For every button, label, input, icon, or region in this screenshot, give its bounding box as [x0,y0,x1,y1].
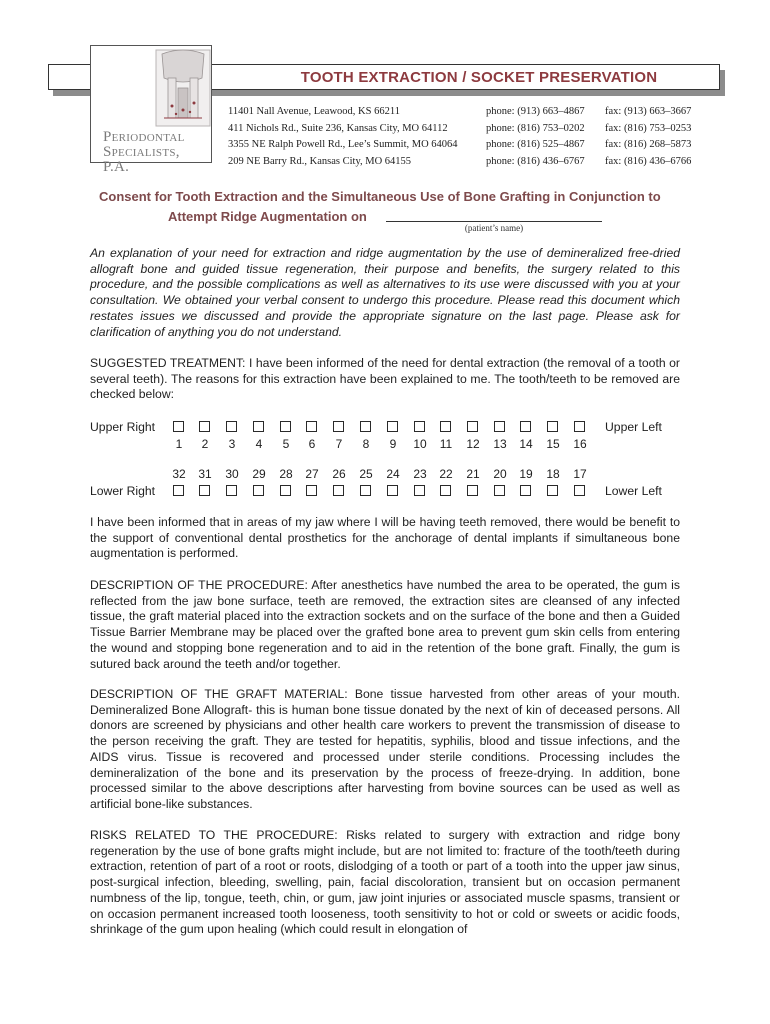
lower-tooth-number: 22 [439,467,453,481]
document-title: TOOTH EXTRACTION / SOCKET PRESERVATION [300,69,658,86]
upper-tooth-number: 7 [335,437,343,451]
lower-tooth-checkbox[interactable] [199,485,210,496]
office-faxes [605,104,691,170]
upper-tooth-checkbox[interactable] [173,421,184,432]
practice-logo [90,45,212,175]
lower-tooth-checkbox[interactable] [360,485,371,496]
upper-tooth-checkbox[interactable] [360,421,371,432]
lower-tooth-number: 29 [252,467,266,481]
lower-tooth-checkbox[interactable] [226,485,237,496]
lower-tooth-number: 30 [225,467,239,481]
intro-paragraph: An explanation of your need for extraction and ridge augmentation by the use of demineralized free-dried allograft bone and guided tissue regeneration, their purpose and benefits, the surgery related to this procedure, and the possible complications as well as alternatives to its use were discussed with you at your consultation. We obtained your verbal consent to undergo this procedure. Please read this document which restates issues we discussed and provide the appropriate signature on the last page. Please ask for clarification of anything you do not understand. [90,246,680,339]
lower-tooth-checkbox[interactable] [574,485,585,496]
procedure-description-paragraph: DESCRIPTION OF THE PROCEDURE: After anesthetics have numbed the area to be operated, the gum is reflected from the jaw bone surface, teeth are removed, the extraction sites are cleansed of any infected tissue, the graft material placed into the extraction sockets and on the surface of the bone and then a Guided Tissue Barrier Membrane may be placed over the grafted bone area to prevent gum skin cells from entering the wound and stopping bone regeneration and to aid in the retention of the bone graft. Finally, the gum is sutured back around the teeth and/or together. [90,578,680,671]
lower-tooth-checkbox[interactable] [387,485,398,496]
lower-tooth-checkbox[interactable] [306,485,317,496]
upper-tooth-checkbox[interactable] [494,421,505,432]
upper-tooth-checkbox[interactable] [280,421,291,432]
fax-line: fax: (913) 663–3667 [605,106,692,117]
upper-tooth-checkbox[interactable] [520,421,531,432]
lower-tooth-number: 32 [172,467,186,481]
upper-tooth-number: 14 [519,437,533,451]
lower-tooth-number: 20 [493,467,507,481]
lower-tooth-checkbox[interactable] [333,485,344,496]
suggested-treatment-paragraph: SUGGESTED TREATMENT: I have been informed of the need for dental extraction (the removal of a tooth or several teeth). The reasons for this extraction have been explained to me. The tooth/teeth to be removed are checked below: [90,356,680,402]
address-line: 11401 Nall Avenue, Leawood, KS 66211 [228,106,400,117]
upper-tooth-number: 15 [546,437,560,451]
patient-name-field[interactable] [386,221,602,222]
fax-line: fax: (816) 436–6766 [605,155,692,167]
lower-tooth-number: 26 [332,467,346,481]
logo-tooth-icon [154,48,212,128]
upper-tooth-number: 4 [255,437,263,451]
upper-tooth-checkbox[interactable] [333,421,344,432]
phone-line: phone: (816) 525–4867 [486,139,585,150]
office-addresses [228,104,458,170]
upper-tooth-number: 12 [466,437,480,451]
address-line: 209 NE Barry Rd., Kansas City, MO 64155 [228,155,412,167]
fax-line: fax: (816) 753–0253 [605,122,692,134]
upper-tooth-checkbox[interactable] [387,421,398,432]
upper-tooth-number: 5 [282,437,290,451]
lower-tooth-number: 17 [573,467,587,481]
consent-heading-line2: Attempt Ridge Augmentation on [168,209,367,224]
upper-tooth-checkbox[interactable] [199,421,210,432]
upper-tooth-number: 16 [573,437,587,451]
upper-right-label: Upper Right [90,420,156,434]
upper-tooth-number: 1 [175,437,183,451]
graft-material-paragraph: DESCRIPTION OF THE GRAFT MATERIAL: Bone tissue harvested from other areas of your mouth. Demineralized Bone Allograft- this is human bone tissue donated by the next of kin of deceased persons. All donors are screened by physicians and other health care workers to prevent the transmission of disease to the person receiving the graft. They are tested for hepatitis, syphilis, blood and tissue infections, and the AIDS virus. Tissue is recovered and processed under sterile conditions. Processing includes the demineralization of the bone and its preservation by the process of freeze-drying. In addition, bone processed similar to the above descriptions after harvesting from bovine sources can be used as well as artificial bone-like substances. [90,687,680,811]
upper-tooth-checkbox[interactable] [467,421,478,432]
upper-tooth-number: 13 [493,437,507,451]
upper-tooth-checkbox[interactable] [414,421,425,432]
patient-name-label: (patient’s name) [464,223,524,233]
lower-tooth-checkbox[interactable] [467,485,478,496]
lower-tooth-checkbox[interactable] [280,485,291,496]
logo-wordmark: Periodontal Specialists, P.A. [103,129,185,175]
lower-tooth-number: 28 [279,467,293,481]
phone-line: phone: (913) 663–4867 [486,106,585,117]
fax-line: fax: (816) 268–5873 [605,139,692,150]
upper-tooth-checkbox[interactable] [306,421,317,432]
phone-line: phone: (816) 436–6767 [486,155,585,167]
lower-tooth-number: 24 [386,467,400,481]
lower-left-label: Lower Left [605,484,662,498]
upper-tooth-number: 10 [413,437,427,451]
upper-tooth-checkbox[interactable] [440,421,451,432]
lower-tooth-number: 31 [198,467,212,481]
lower-tooth-number: 19 [519,467,533,481]
benefit-paragraph: I have been informed that in areas of my jaw where I will be having teeth removed, there would be benefit to the support of conventional dental prosthetics for the anchorage of dental implants if simultaneous bone augmentation is performed. [90,515,680,561]
lower-tooth-checkbox[interactable] [494,485,505,496]
upper-tooth-checkbox[interactable] [226,421,237,432]
upper-tooth-number: 6 [308,437,316,451]
lower-tooth-number: 21 [466,467,480,481]
upper-tooth-number: 9 [389,437,397,451]
consent-heading: Consent for Tooth Extraction and the Simultaneous Use of Bone Grafting in Conjunction to [99,189,661,204]
lower-tooth-number: 18 [546,467,560,481]
upper-tooth-number: 2 [201,437,209,451]
upper-tooth-checkbox[interactable] [574,421,585,432]
office-phones [486,104,585,170]
lower-tooth-checkbox[interactable] [520,485,531,496]
phone-line: phone: (816) 753–0202 [486,122,585,134]
address-line: 411 Nichols Rd., Suite 236, Kansas City, MO 64112 [228,122,448,134]
lower-tooth-checkbox[interactable] [253,485,264,496]
lower-tooth-number: 27 [305,467,319,481]
lower-tooth-checkbox[interactable] [547,485,558,496]
address-line: 3355 NE Ralph Powell Rd., Lee’s Summit, MO 64064 [228,139,458,150]
lower-tooth-checkbox[interactable] [414,485,425,496]
upper-tooth-number: 3 [228,437,236,451]
lower-tooth-number: 25 [359,467,373,481]
upper-left-label: Upper Left [605,420,662,434]
lower-tooth-checkbox[interactable] [440,485,451,496]
upper-tooth-checkbox[interactable] [253,421,264,432]
upper-tooth-number: 8 [362,437,370,451]
lower-tooth-number: 23 [413,467,427,481]
upper-tooth-checkbox[interactable] [547,421,558,432]
upper-tooth-number: 11 [439,437,453,451]
lower-right-label: Lower Right [90,484,156,498]
lower-tooth-checkbox[interactable] [173,485,184,496]
risks-paragraph: RISKS RELATED TO THE PROCEDURE: Risks related to surgery with extraction and ridge bony regeneration by the use of bone grafts might include, but are not limited to: fracture of the tooth/teeth during extraction, retention of part of a root or roots, dislodging of a tooth or part of a tooth into the upper jaw sinus, post-surgical infection, bleeding, swelling, pain, facial discoloration, transient but on occasion permanent numbness of the lip, tongue, teeth, chin, or gum, jaw joint injuries or associated muscle spasms, transient or on occasion permanent increased tooth looseness, tooth sensitivity to hot or cold or sweets or acidic foods, shrinkage of the gum upon healing (which could result in elongation of [90,828,680,937]
